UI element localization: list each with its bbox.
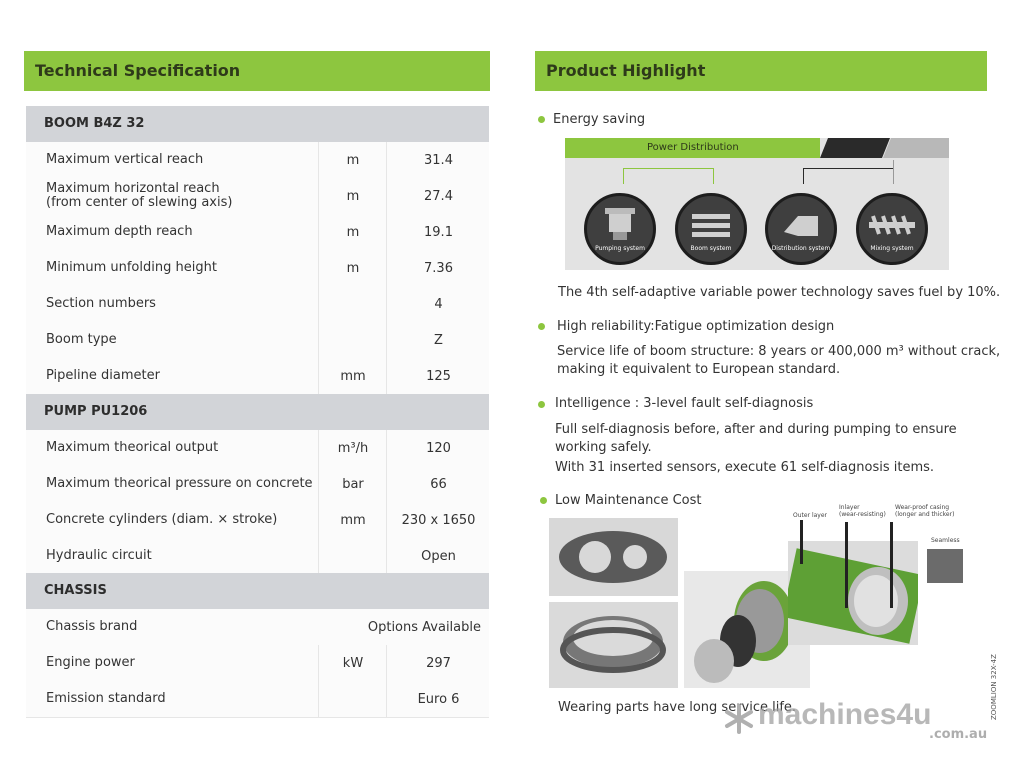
- spec-value: Options Available: [367, 619, 481, 635]
- spec-label: Boom type: [46, 332, 117, 347]
- energy-text: The 4th self-adaptive variable power technology saves fuel by 10%.: [558, 285, 1001, 300]
- chassis-section-header: CHASSIS: [26, 573, 489, 609]
- chassis-spec-row: [26, 681, 489, 718]
- spec-value: Open: [386, 538, 490, 574]
- boom-spec-row: [26, 358, 489, 395]
- boom-spec-row: [26, 322, 489, 359]
- pipe-cross-section-image: [788, 541, 918, 645]
- pump-spec-row: [26, 466, 489, 503]
- spec-unit: mm: [318, 358, 387, 394]
- intelligence-bullet: [538, 401, 545, 408]
- chassis-spec-row: [26, 609, 489, 646]
- spec-value: 4: [386, 286, 490, 322]
- boom-spec-row: [26, 214, 489, 251]
- spec-unit: m: [318, 142, 387, 178]
- casing-label: Wear-proof casing (longer and thicker): [895, 504, 955, 518]
- spec-unit: [318, 538, 387, 574]
- boom-system-icon: Boom system: [675, 193, 747, 265]
- mixing-system-icon: Mixing system: [856, 193, 928, 265]
- side-model-code: ZOOMLION 32X-4Z: [990, 654, 998, 720]
- spec-unit: m: [318, 178, 387, 214]
- spec-value: Euro 6: [386, 681, 490, 717]
- spec-label: Maximum depth reach: [46, 224, 193, 239]
- power-distribution-title: Power Distribution: [647, 142, 739, 153]
- pump-spec-row: [26, 502, 489, 539]
- seamless-inset-image: [927, 549, 963, 583]
- wear-plate-image: [549, 518, 678, 596]
- spec-value: 31.4: [386, 142, 490, 178]
- outer-layer-label: Outer layer: [793, 512, 827, 519]
- watermark-domain: .com.au: [929, 727, 988, 742]
- spec-value: 19.1: [386, 214, 490, 250]
- spec-unit: [318, 322, 387, 358]
- boom-spec-row: [26, 142, 489, 179]
- chassis-spec-row: [26, 645, 489, 682]
- spec-value: 120: [386, 430, 490, 466]
- spec-unit: bar: [318, 466, 387, 502]
- boom-spec-row: [26, 286, 489, 323]
- spec-label: Emission standard: [46, 691, 166, 706]
- pump-spec-row: [26, 430, 489, 467]
- spec-label: Engine power: [46, 655, 135, 670]
- distribution-system-icon: Distribution system: [765, 193, 837, 265]
- spec-value: 297: [386, 645, 490, 681]
- spec-label: Maximum theorical pressure on concrete: [46, 476, 313, 491]
- energy-heading: Energy saving: [553, 112, 646, 127]
- spec-label: Concrete cylinders (diam. × stroke): [46, 512, 278, 527]
- spec-label: Maximum theorical output: [46, 440, 219, 455]
- machines4u-logo-icon: [724, 704, 754, 734]
- spec-label: Maximum vertical reach: [46, 152, 204, 167]
- spec-label: Minimum unfolding height: [46, 260, 217, 275]
- spec-unit: m: [318, 214, 387, 250]
- maintenance-bullet: [540, 497, 547, 504]
- intelligence-text-1: Full self-diagnosis before, after and during pumping to ensure: [555, 422, 957, 437]
- energy-bullet: [538, 116, 545, 123]
- intelligence-text-3: With 31 inserted sensors, execute 61 self-diagnosis items.: [555, 460, 935, 475]
- seamless-label: Seamless: [931, 537, 960, 544]
- spec-value: Z: [386, 322, 490, 358]
- spec-value: 125: [386, 358, 490, 394]
- spec-unit: m³/h: [318, 430, 387, 466]
- spec-label: Section numbers: [46, 296, 156, 311]
- pump-spec-row: [26, 538, 489, 575]
- spec-unit: m: [318, 250, 387, 286]
- intelligence-text-2: working safely.: [555, 440, 652, 455]
- reliability-text-2: making it equivalent to European standard.: [557, 362, 841, 377]
- boom-section-header: BOOM B4Z 32: [26, 106, 489, 142]
- spec-label: Hydraulic circuit: [46, 548, 152, 563]
- spec-label: Maximum horizontal reach (from center of slewing axis): [46, 181, 233, 210]
- reliability-bullet: [538, 323, 545, 330]
- inlayer-label: Inlayer (wear-resisting): [839, 504, 886, 518]
- intelligence-heading: Intelligence : 3-level fault self-diagnosis: [555, 396, 814, 411]
- boom-spec-row: [26, 250, 489, 287]
- product-highlight-header: Product Highlight: [535, 51, 987, 91]
- spec-value: 27.4: [386, 178, 490, 214]
- tech-spec-header: Technical Specification: [24, 51, 490, 91]
- spec-unit: [318, 286, 387, 322]
- boom-spec-row: [26, 178, 489, 215]
- spec-label: Pipeline diameter: [46, 368, 160, 383]
- cutting-ring-image: [549, 602, 678, 688]
- spec-value: 7.36: [386, 250, 490, 286]
- spec-unit: kW: [318, 645, 387, 681]
- reliability-text-1: Service life of boom structure: 8 years or 400,000 m³ without crack,: [557, 344, 1001, 359]
- maintenance-text: Wearing parts have long service life.: [558, 700, 797, 715]
- power-distribution-bar: [565, 138, 949, 158]
- spec-unit: mm: [318, 502, 387, 538]
- spec-label: Chassis brand: [46, 619, 138, 634]
- pumping-system-icon: Pumping system: [584, 193, 656, 265]
- reliability-heading: High reliability:Fatigue optimization design: [557, 319, 835, 334]
- watermark-text: machines4u: [758, 698, 932, 731]
- spec-value: 230 x 1650: [386, 502, 490, 538]
- maintenance-heading: Low Maintenance Cost: [555, 493, 702, 508]
- spec-value: 66: [386, 466, 490, 502]
- pump-section-header: PUMP PU1206: [26, 394, 489, 430]
- spec-unit: [318, 681, 387, 717]
